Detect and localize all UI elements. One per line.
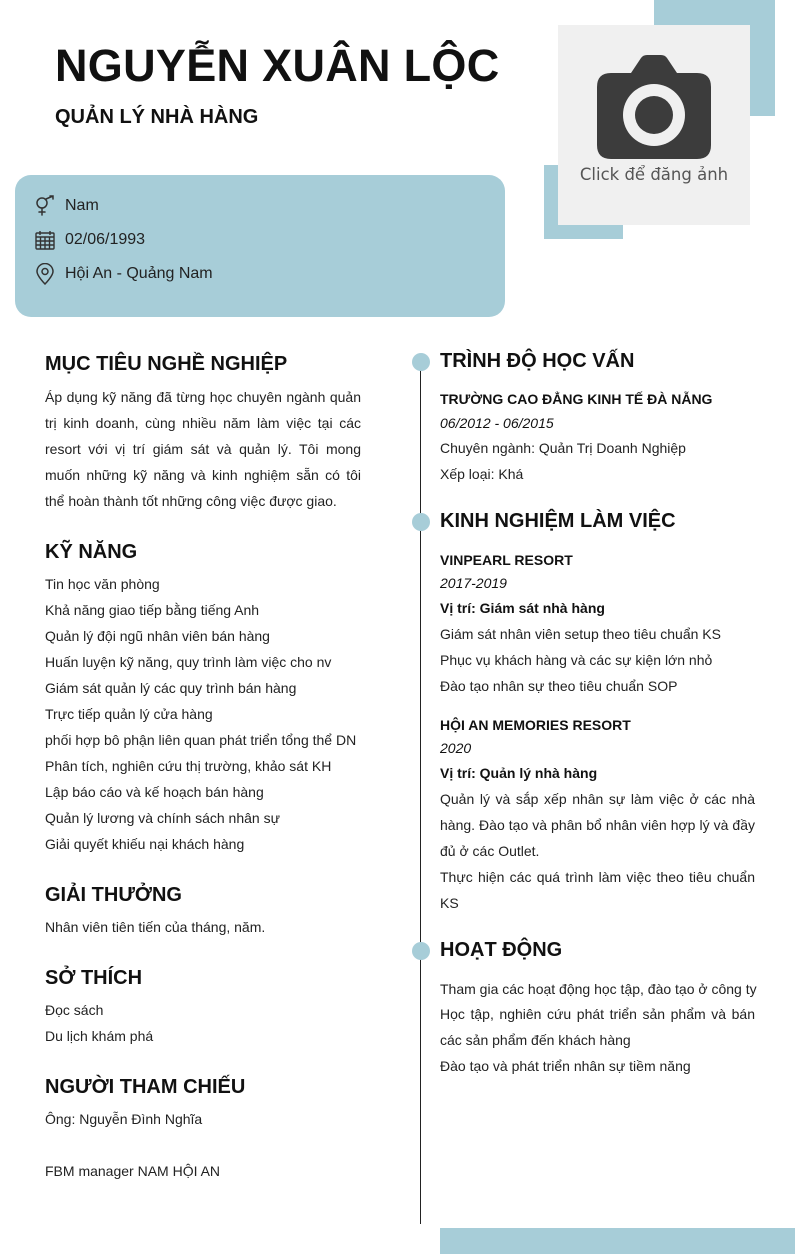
photo-upload-label: Click để đăng ảnh: [579, 165, 729, 184]
skill-item: Giải quyết khiếu nại khách hàng: [45, 836, 245, 852]
address-value: Hội An - Quảng Nam: [65, 265, 213, 282]
skill-item: Phân tích, nghiên cứu thị trường, khảo sát KH: [45, 758, 332, 774]
birthdate-value: 02/06/1993: [65, 231, 146, 248]
job-duty: Thực hiện các quá trình làm việc theo tiêu chuẩn KS: [440, 869, 755, 911]
birthdate-row: [33, 226, 145, 254]
job-duty: Quản lý và sắp xếp nhân sự làm việc ở các nhà hàng. Đào tạo và phân bổ nhân viên hợp lý và đầy đủ ở các Outlet.: [440, 791, 755, 859]
awards-title: GIẢI THƯỞNG: [45, 884, 182, 906]
education-major: Chuyên ngành: Quản Trị Doanh Nghiệp: [440, 440, 686, 456]
skills-list: [45, 571, 356, 857]
skill-item: Trực tiếp quản lý cửa hàng: [45, 706, 213, 722]
skill-item: Lập báo cáo và kế hoạch bán hàng: [45, 784, 264, 800]
decor-block-bottom: [440, 1228, 795, 1254]
reference-position: FBM manager NAM HỘI AN: [45, 1163, 221, 1179]
location-pin-icon: [33, 262, 57, 286]
skill-item: Quản lý lương và chính sách nhân sự: [45, 810, 280, 826]
gender-value: Nam: [65, 197, 99, 214]
hobby-item: Du lịch khám phá: [45, 1028, 154, 1044]
activities-title: HOẠT ĐỘNG: [440, 939, 563, 961]
references-title: NGƯỜI THAM CHIẾU: [45, 1076, 246, 1098]
job-company: VINPEARL RESORT: [440, 552, 573, 568]
skills-title: KỸ NĂNG: [45, 541, 138, 563]
education-period: 06/2012 - 06/2015: [440, 415, 554, 431]
activity-item: Học tập, nghiên cứu phát triển sản phẩm và bán các sản phẩm đến khách hàng: [440, 1006, 755, 1048]
camera-icon: [597, 55, 711, 159]
reference-name: Ông: Nguyễn Đình Nghĩa: [45, 1111, 203, 1127]
timeline-dot: [412, 513, 430, 531]
candidate-name: NGUYỄN XUÂN LỘC: [55, 40, 500, 91]
gender-row: [33, 192, 99, 220]
job-period: 2020: [440, 740, 472, 756]
skill-item: Quản lý đội ngũ nhân viên bán hàng: [45, 628, 270, 644]
timeline-dot: [412, 942, 430, 960]
objective-text: Áp dụng kỹ năng đã từng học chuyên ngành quản trị kinh doanh, cùng nhiều năm làm việc tại các resort với vị trí giám sát và quản lý. Tôi mong muốn những kỹ năng và kinh nghiệm sẵn có tôi thể hoàn thành tốt những công việc được giao.: [45, 389, 361, 509]
address-row: [33, 260, 213, 288]
job-position: Vị trí: Quản lý nhà hàng: [440, 765, 598, 781]
objective-title: MỤC TIÊU NGHỀ NGHIỆP: [45, 353, 288, 375]
job-duty: Đào tạo nhân sự theo tiêu chuẩn SOP: [440, 678, 678, 694]
activity-item: Đào tạo và phát triển nhân sự tiềm năng: [440, 1058, 691, 1074]
job-company: HỘI AN MEMORIES RESORT: [440, 717, 631, 733]
job-duty: Phục vụ khách hàng và các sự kiện lớn nhỏ: [440, 652, 713, 668]
experience-title: KINH NGHIỆM LÀM VIỆC: [440, 510, 676, 532]
hobbies-list: [45, 997, 153, 1049]
job-duty: Giám sát nhân viên setup theo tiêu chuẩn KS: [440, 626, 721, 642]
calendar-icon: [33, 228, 57, 252]
activity-item: Tham gia các hoạt động học tập, đào tạo ở công ty: [440, 981, 757, 997]
hobbies-title: SỞ THÍCH: [45, 967, 143, 989]
awards-text: Nhân viên tiên tiến của tháng, năm.: [45, 919, 266, 935]
gender-icon: [33, 194, 57, 218]
job-position: Vị trí: Giám sát nhà hàng: [440, 600, 605, 616]
timeline-dot: [412, 353, 430, 371]
personal-info-box: [15, 175, 505, 317]
skill-item: Tin học văn phòng: [45, 576, 160, 592]
hobby-item: Đọc sách: [45, 1002, 104, 1018]
education-rank: Xếp loại: Khá: [440, 466, 524, 482]
timeline-line: [420, 362, 421, 1224]
job-period: 2017-2019: [440, 575, 507, 591]
education-school: TRƯỜNG CAO ĐẲNG KINH TẾ ĐÀ NẴNG: [440, 391, 713, 407]
job-title: QUẢN LÝ NHÀ HÀNG: [55, 106, 259, 128]
education-title: TRÌNH ĐỘ HỌC VẤN: [440, 350, 635, 372]
skill-item: Giám sát quản lý các quy trình bán hàng: [45, 680, 297, 696]
skill-item: Khả năng giao tiếp bằng tiếng Anh: [45, 602, 260, 618]
skill-item: Huấn luyện kỹ năng, quy trình làm việc cho nv: [45, 654, 332, 670]
photo-upload-button[interactable]: [558, 25, 750, 225]
skill-item: phối hợp bô phận liên quan phát triển tổng thể DN: [45, 732, 357, 748]
